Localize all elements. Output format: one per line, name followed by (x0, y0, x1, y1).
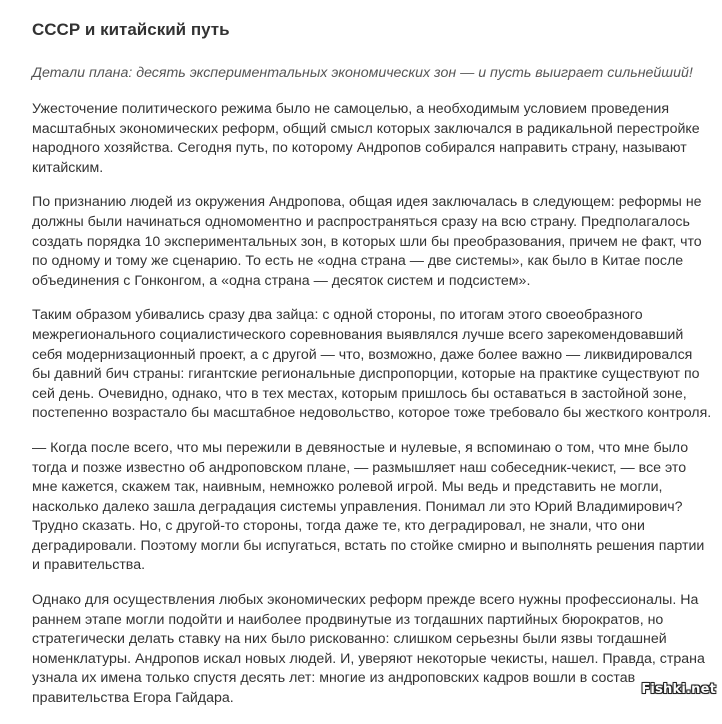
article (32, 16, 712, 724)
article-title: СССР и китайский путь (32, 20, 230, 39)
article-lead: Детали плана: десять экспериментальных экономических зон — и пусть выиграет сильнейший! (32, 65, 693, 81)
article-paragraph-4: — Когда после всего, что мы пережили в девяностые и нулевые, я вспоминаю о том, что мне было тогда и позже известно об андроповском плане, — размышляет наш собеседник-чекист, — все это мне кажется, скажем так, наивным, немножко ролевой игрой. Мы ведь и представить не могли, насколько далеко зашла деградация системы управления. Понимал ли это Юрий Владимирович? Трудно сказать. Но, с другой-то стороны, тогда даже те, кто деградировал, не знали, что они деградировали. Поэтому могли бы испугаться, встать по стойке смирно и выполнять решения партии и правительства. (32, 439, 705, 574)
article-paragraph-1: Ужесточение политического режима было не самоцелью, а необходимым условием проведения масштабных экономических реформ, общий смысл которых заключался в радикальной перестройке народного хозяйства. Сегодня путь, по которому Андропов собирался направить страну, называют китайским. (32, 101, 700, 176)
watermark: Fishki.net (641, 682, 716, 697)
article-paragraph-5: Однако для осуществления любых экономических реформ прежде всего нужны профессионалы. На раннем этапе могли подойти и наиболее продвинутые из тогдашних партийных бюрократов, но стратегически делать ставку на них было рискованно: слишком серьезны были язвы тогдашней номенклатуры. Андропов искал новых людей. И, уверяют некоторые чекисты, нашел. Правда, страна узнала их имена только спустя десять лет: многие из андроповских кадров вошли в состав правительства Егора Гайдара. (32, 592, 705, 707)
article-paragraph-2: По признанию людей из окружения Андропова, общая идея заключалась в следующем: реформы не должны были начинаться одномоментно и распространяться сразу на всю страну. Предполагалось создать порядка 10 экспериментальных зон, в которых шли бы преобразования, причем не факт, что по одному и тому же сценарию. То есть не «одна страна — две системы», как было в Китае после объединения с Гонконгом, а «одна страна — десяток систем и подсистем». (32, 194, 702, 289)
article-paragraph-3: Таким образом убивались сразу два зайца: с одной стороны, по итогам этого своеобразного межрегионального социалистического соревнования выявлялся лучше всего зарекомендовавший себя модернизационный проект, а с другой — что, возможно, даже более важно — ликвидировался бы давний бич страны: гигантские региональные диспропорции, которые на практике существуют по сей день. Очевидно, однако, что в тех местах, которым пришлось бы оставаться в застойной зоне, постепенно возрастало бы масштабное недовольство, которое тоже требовало бы жесткого контроля. (32, 307, 712, 422)
